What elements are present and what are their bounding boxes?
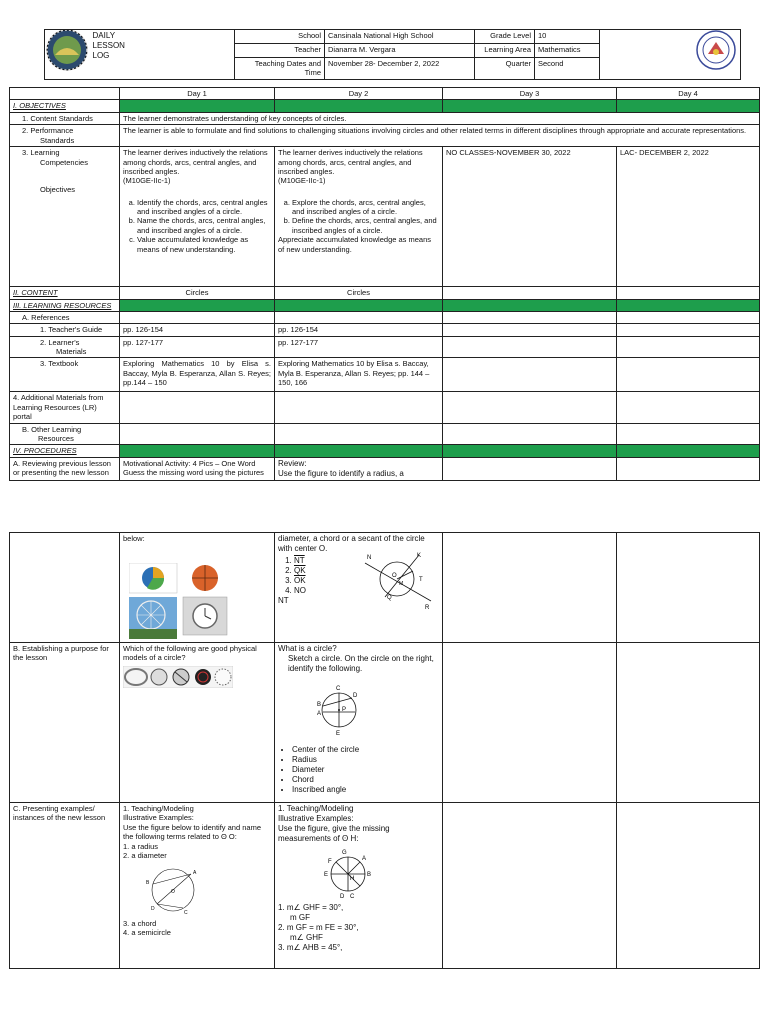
c-day1-item-semicircle: 4. a semicircle [123, 928, 171, 937]
c-day2-eq1b: m GF [290, 913, 310, 922]
procedure-c-day1 [120, 803, 275, 969]
fig4-label-g: G [342, 850, 347, 856]
segment-1: 1. $\overline{NT}$ [294, 556, 439, 566]
procedure-a-day1-below: below: [123, 534, 145, 543]
fig4-label-d: D [340, 894, 345, 900]
procedures-section: IV. PROCEDURES [10, 445, 120, 457]
fig4-label-c: C [350, 894, 355, 900]
procedure-a-day2-cont [275, 533, 443, 643]
textbook-day2: Exploring Mathematics 10 by Elisa s. Baccay, Myla B. Esperanza, Allan S. Reyes; pp. 144 – 150, 166 [275, 358, 443, 392]
textbook-label: 3. Textbook [10, 358, 120, 392]
school-label: School [235, 30, 325, 44]
dll-continued-table [9, 532, 760, 969]
day2-code: (M10GE-IIc-1) [278, 176, 326, 186]
day2-objective-b: b. Define the chords, arcs, central angles, and inscribed angles of a circle. [292, 216, 439, 235]
identify-diameter: • Diameter [292, 765, 439, 775]
dates-value: November 28- December 2, 2022 [325, 58, 475, 80]
quarter-value: Second [535, 58, 600, 80]
performance-label [10, 125, 120, 147]
day2-competency: The learner derives inductively the relations among chords, arcs, central angles, and inscribed angles. [278, 148, 423, 176]
segment-4: 4. NO [294, 586, 439, 596]
dll-title-line-2: LESSON [92, 41, 125, 50]
procedure-a-day1-cont [120, 533, 275, 643]
tg-day2: pp. 126-154 [275, 324, 443, 336]
procedure-b-day2 [275, 643, 443, 803]
lm-label-1: 2. Learner's [40, 337, 80, 347]
content-section: II. CONTENT [10, 287, 120, 299]
circle-o-figure [143, 864, 203, 916]
procedure-b-label: B. Establishing a purpose for the lesson [10, 643, 120, 803]
fig1-label-r: R [425, 605, 430, 611]
fig2-label-d: D [353, 693, 358, 699]
dll-title-line-1: DAILY [92, 31, 116, 40]
identify-chord: • Chord [292, 775, 439, 785]
lm-day2: pp. 127-177 [275, 336, 443, 358]
fig3-label-o: O [171, 889, 175, 896]
day2-objective-c: Appreciate accumulated knowledge as means of new understanding. [278, 235, 432, 254]
textbook-day1: Exploring Mathematics 10 by Elisa s. Baccay, Myla B. Esperanza, Allan S. Reyes; pp.144 – 150 [120, 358, 275, 392]
tg-day1: pp. 126-154 [120, 324, 275, 336]
dll-main-table [9, 87, 760, 481]
day3-objectives: NO CLASSES-NOVEMBER 30, 2022 [443, 147, 617, 287]
day2-objective-a: a. Explore the chords, arcs, central angles, and inscribed angles of a circle. [292, 198, 439, 217]
c-day2-eq1: 1. m∠ GHF = 30°, [278, 903, 344, 912]
dll-title-line-3: LOG [92, 51, 110, 60]
fig3-label-c: C [184, 910, 188, 917]
day1-code: (M10GE-IIc-1) [123, 176, 171, 186]
deped-seal-right [696, 30, 736, 70]
quarter-label: Quarter [475, 58, 535, 80]
day1-content: Circles [120, 287, 275, 299]
fig1-label-m: M [399, 581, 404, 587]
other-resources-label-2: Resources [38, 433, 74, 443]
fig4-label-b: B [367, 872, 372, 878]
procedure-a-day2-instruction: Use the figure to identify a radius, a [278, 468, 404, 478]
identify-radius: • Radius [292, 755, 439, 765]
performance-text: The learner is able to formulate and find solutions to challenging situations involving circles and other related terms in different disciplines through appropriate and accurate representations. [120, 125, 760, 147]
lm-label-2: Materials [56, 347, 87, 356]
c-day1-sub: Illustrative Examples: [123, 813, 194, 823]
fig2-label-p: P [342, 707, 347, 713]
fig3-label-a: A [193, 870, 197, 877]
procedure-c-label: C. Presenting examples/ instances of the new lesson [10, 803, 120, 969]
grade-value: 10 [535, 30, 600, 44]
secant-figure [361, 549, 433, 611]
day1-objectives [120, 147, 275, 287]
c-day2-sub: Illustrative Examples: [278, 814, 354, 823]
circle-p-figure [314, 682, 364, 738]
segment-3: 3. $\overline{OK}$ [294, 576, 439, 586]
fig1-label-q: Q [387, 595, 392, 601]
c-day1-item-chord: 3. a chord [123, 918, 157, 928]
area-value: Mathematics [535, 44, 600, 58]
grade-label: Grade Level [475, 30, 535, 44]
school-value: Cansinala National High School [325, 30, 475, 44]
c-day1-item-radius: 1. a radius [123, 841, 159, 851]
dates-label: Teaching Dates and Time [235, 58, 325, 80]
c-day1-title: 1. Teaching/Modeling [123, 804, 194, 813]
tg-label: 1. Teacher's Guide [10, 324, 120, 336]
procedure-a-day1: Motivational Activity: 4 Pics – One Word Guess the missing word using the pictures [120, 457, 275, 480]
c-day2-eq2b: m∠ GHF [290, 933, 323, 942]
competencies-label [10, 147, 120, 287]
c-day1-instruction: Use the figure below to identify and name the following terms related to ʘ O: [123, 822, 261, 842]
c-day2-eq3: 3. m∠ AHB = 45°, [278, 943, 343, 952]
performance-label-2: Standards [40, 135, 75, 145]
day1-competency: The learner derives inductively the relations among chords, arcs, central angles, and inscribed angles. [123, 148, 268, 176]
fig2-label-c: C [336, 686, 341, 692]
fig4-label-a: A [362, 856, 367, 862]
day1-objective-c: c. Value accumulated knowledge as means of new understanding. [137, 235, 271, 254]
references-label: A. References [10, 311, 120, 323]
c-day2-instruction: Use the figure, give the missing measurements of ʘ H: [278, 824, 390, 843]
fig2-label-a: A [317, 711, 322, 717]
resources-section: III. LEARNING RESOURCES [10, 299, 120, 311]
day3-header: Day 3 [443, 88, 617, 100]
objectives-label: Objectives [40, 184, 76, 194]
other-resources-label [10, 423, 120, 445]
four-pics-grid [129, 563, 271, 638]
day2-header: Day 2 [275, 88, 443, 100]
day4-objectives: LAC- DECEMBER 2, 2022 [617, 147, 760, 287]
teacher-value: Dianarra M. Vergara [325, 44, 475, 58]
procedure-b-day1 [120, 643, 275, 803]
objectives-section: I. OBJECTIVES [10, 100, 120, 112]
segment-2: 2. $\overline{QK}$ [294, 566, 439, 576]
procedure-c-day2 [275, 803, 443, 969]
fig2-label-e: E [336, 731, 341, 737]
teacher-label: Teacher [235, 44, 325, 58]
sketch-circle-instruction: Sketch a circle. On the circle on the right, identify the following. [288, 654, 434, 673]
circle-h-figure [318, 848, 378, 900]
day1-objective-a: a. Identify the chords, arcs, central angles and inscribed angles of a circle. [137, 198, 271, 217]
additional-materials-label: 4. Additional Materials from Learning Resources (LR) portal [10, 392, 120, 423]
day2-content: Circles [275, 287, 443, 299]
what-is-circle-question: What is a circle? [278, 644, 337, 653]
day4-header: Day 4 [617, 88, 760, 100]
fig2-label-b: B [317, 702, 322, 708]
lm-day1: pp. 127-177 [120, 336, 275, 358]
circle-models-image [123, 666, 233, 688]
fig4-label-f: F [328, 859, 332, 865]
procedure-a-day2 [275, 457, 443, 480]
four-pics-image [129, 563, 229, 639]
procedure-a-day2-instruction-cont: diameter, a chord or a secant of the circle with center O. [278, 534, 425, 553]
fig1-label-n: N [367, 555, 372, 561]
fig3-label-b: B [146, 880, 150, 887]
content-standards-label: 1. Content Standards [10, 112, 120, 124]
fig3-label-d: D [151, 906, 155, 913]
c-day1-item-diameter: 2. a diameter [123, 850, 167, 860]
content-standards-text: The learner demonstrates understanding of key concepts of circles. [120, 112, 760, 124]
header-table [44, 29, 741, 80]
procedure-b-day1-question: Which of the following are good physical models of a circle? [123, 644, 257, 663]
day1-objective-b: b. Name the chords, arcs, central angles, and inscribed angles of a circle. [137, 216, 271, 235]
fig1-label-k: K [417, 553, 422, 559]
competencies-label-2: Competencies [40, 157, 88, 167]
day2-objectives [275, 147, 443, 287]
fig1-label-o: O [392, 573, 397, 579]
other-resources-label-1: B. Other Learning [22, 424, 82, 434]
identify-inscribed-angle: • Inscribed angle [292, 785, 439, 795]
lm-label [10, 336, 120, 358]
c-day2-eq2: 2. m GF = m FE = 30°, [278, 923, 359, 932]
competencies-label-1: 3. Learning [22, 148, 60, 158]
area-label: Learning Area [475, 44, 535, 58]
day1-header: Day 1 [120, 88, 275, 100]
fig1-label-t: T [419, 577, 423, 583]
c-day2-title: 1. Teaching/Modeling [278, 804, 354, 813]
segment-4-cont: NT [278, 596, 289, 605]
procedure-a-day2-review: Review: [278, 458, 307, 468]
performance-label-1: 2. Performance [22, 126, 74, 136]
identify-center: • Center of the circle [292, 745, 439, 755]
procedure-a-label: A. Reviewing previous lesson or presenting the new lesson [10, 457, 120, 480]
fig4-label-e: E [324, 872, 329, 878]
fig4-label-h: H [350, 876, 355, 882]
